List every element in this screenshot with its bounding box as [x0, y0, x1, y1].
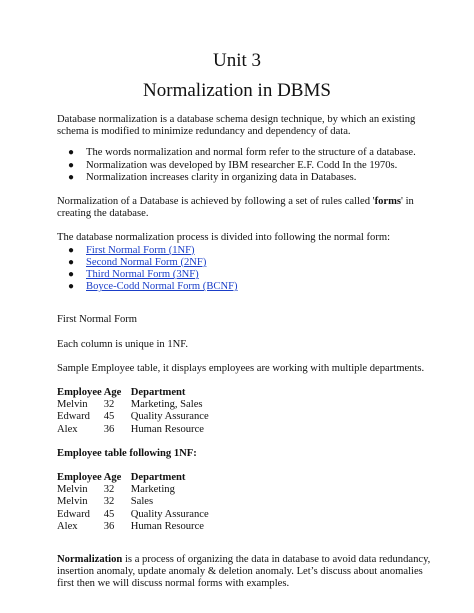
table-row: Edward 45 Quality Assurance	[57, 508, 209, 520]
first-nf-rule: Each column is unique in 1NF.	[57, 338, 188, 350]
table-header-row	[57, 387, 209, 399]
list-item	[57, 245, 437, 257]
column-header: Department	[130, 387, 186, 399]
list-item: ● The words normalization and normal form refer to the structure of a database.	[68, 147, 416, 159]
table-row: Edward 45 Quality Assurance	[57, 411, 209, 423]
bullet-icon: ●	[68, 244, 75, 256]
first-nf-heading: First Normal Form	[57, 314, 138, 326]
normalization-bullet-list	[57, 147, 437, 184]
forms-paragraph: Normalization of a Database is achieved by following a set of rules called 'forms' in creating the database.	[57, 196, 414, 220]
document-body	[57, 114, 437, 591]
column-header: Age	[103, 472, 122, 484]
list-item: ● Normalization increases clarity in organizing data in Databases.	[68, 171, 357, 183]
bullet-icon: ●	[68, 269, 75, 281]
column-header: Age	[103, 387, 122, 399]
forms-term: forms	[374, 196, 402, 208]
bullet-icon: ●	[68, 147, 75, 159]
process-intro: The database normalization process is divided into following the normal form:	[57, 232, 391, 244]
link-bcnf[interactable]: Boyce-Codd Normal Form (BCNF)	[86, 281, 238, 293]
normal-forms-list	[57, 245, 437, 294]
list-item: ● Normalization was developed by IBM researcher E.F. Codd In the 1970s.	[68, 159, 398, 171]
page-title: Normalization in DBMS	[143, 80, 331, 101]
employee-table	[57, 387, 209, 436]
table-header-row	[57, 472, 209, 484]
sample-text: Sample Employee table, it displays employees are working with multiple departments.	[57, 362, 425, 374]
table-row: Alex 36 Human Resource	[57, 520, 204, 532]
column-header: Department	[130, 472, 186, 484]
table-row: Melvin 32 Marketing	[57, 484, 175, 496]
link-3nf[interactable]: Third Normal Form (3NF)	[86, 269, 199, 281]
normalization-term: Normalization	[57, 554, 123, 566]
table-row: Melvin 32 Marketing, Sales	[57, 399, 203, 411]
column-header: Employee	[57, 387, 102, 399]
bullet-icon: ●	[68, 281, 75, 293]
employee-1nf-table	[57, 472, 209, 533]
list-item	[57, 257, 437, 269]
link-2nf[interactable]: Second Normal Form (2NF)	[86, 256, 207, 268]
bullet-icon: ●	[68, 171, 75, 183]
column-header: Employee	[57, 472, 102, 484]
list-item	[57, 269, 437, 281]
table-row: Alex 36 Human Resource	[57, 423, 204, 435]
unit-title: Unit 3	[212, 50, 262, 71]
table2-caption: Employee table following 1NF:	[57, 447, 197, 459]
bullet-icon: ●	[68, 256, 75, 268]
closing-paragraph: Normalization is a process of organizing the data in database to avoid data redundancy, insertion anomaly, update anomaly & deletion anomaly. Let’s discuss about anomalies first then we will discuss normal forms with examples.	[57, 554, 431, 590]
list-item	[57, 281, 437, 293]
intro-paragraph: Database normalization is a database schema design technique, by which an existing schema is modified to minimize redundancy and dependency of data.	[57, 114, 416, 138]
link-1nf[interactable]: First Normal Form (1NF)	[86, 244, 195, 256]
table-row: Melvin 32 Sales	[57, 496, 154, 508]
bullet-icon: ●	[68, 159, 75, 171]
